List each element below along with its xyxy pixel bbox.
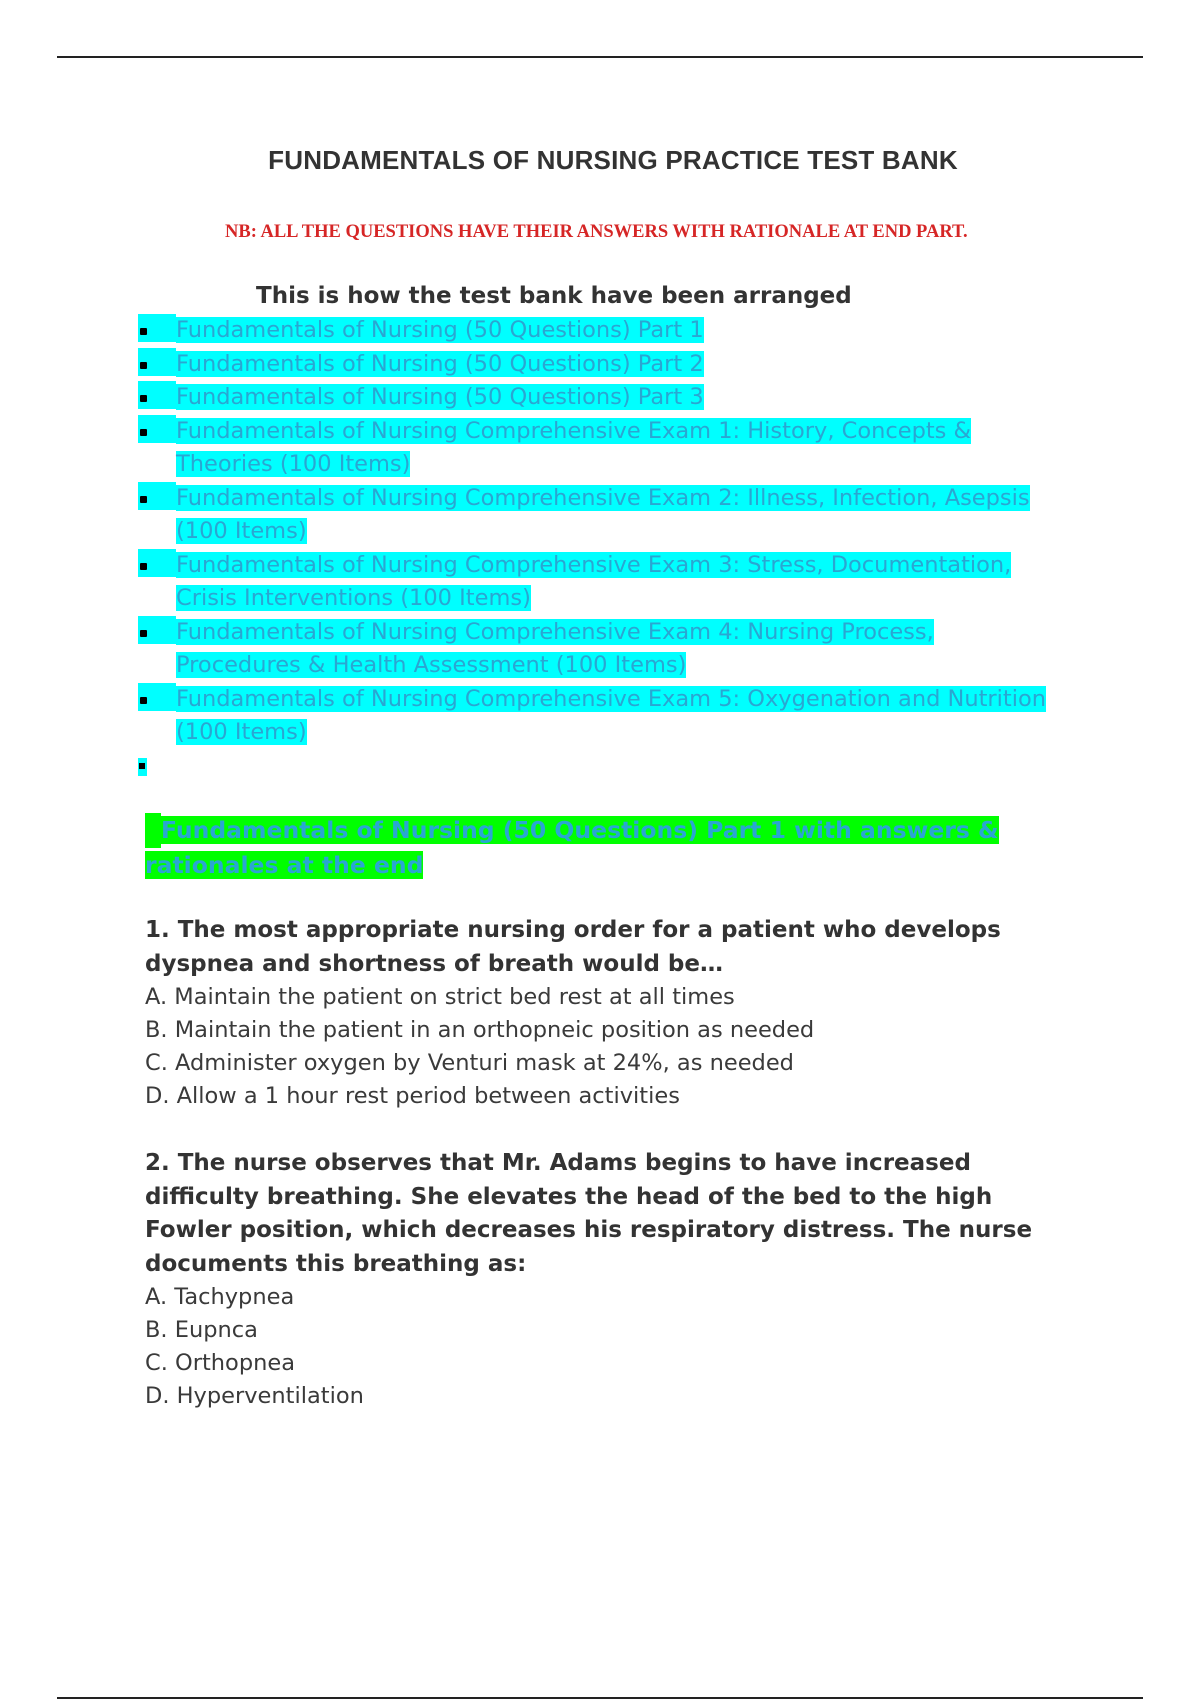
answers-note: NB: ALL THE QUESTIONS HAVE THEIR ANSWERS WITH RATIONALE AT END PART. <box>225 222 968 242</box>
answer-option: C. Orthopnea <box>145 1350 295 1376</box>
question-1 <box>145 914 1075 1113</box>
answer-option: B. Eupnca <box>145 1317 258 1343</box>
question-2 <box>145 1147 1075 1413</box>
list-item-text: Fundamentals of Nursing Comprehensive Exam 2: Illness, Infection, Asepsis <box>176 484 1030 511</box>
list-item-text-continued: Crisis Interventions (100 Items) <box>176 585 531 611</box>
list-item-text: Fundamentals of Nursing (50 Questions) Part 1 <box>176 317 704 343</box>
top-rule <box>57 56 1143 58</box>
question-stem: 2. The nurse observes that Mr. Adams begins to have increased difficulty breathing. She elevates the head of the bed to the high Fowler position, which decreases his respiratory distress. The nurse documents this breathing as: <box>145 1150 1033 1277</box>
list-item-text-continued: (100 Items) <box>176 518 307 544</box>
section-title <box>145 813 1065 883</box>
bullet-icon <box>138 482 176 510</box>
list-item-text: Fundamentals of Nursing Comprehensive Exam 3: Stress, Documentation, <box>176 551 1012 578</box>
answer-options <box>145 981 1075 1113</box>
list-item <box>0 482 1076 549</box>
list-item <box>0 348 1076 382</box>
test-bank-contents-list <box>0 314 1076 750</box>
answer-options <box>145 1281 1075 1413</box>
empty-bullet-icon <box>138 758 147 776</box>
bullet-icon <box>138 348 176 376</box>
list-item <box>0 683 1076 750</box>
answer-option: D. Allow a 1 hour rest period between activities <box>145 1083 680 1109</box>
answer-option: C. Administer oxygen by Venturi mask at 24%, as needed <box>145 1050 794 1076</box>
answer-option: A. Maintain the patient on strict bed rest at all times <box>145 984 735 1010</box>
list-item-text: Fundamentals of Nursing Comprehensive Exam 4: Nursing Process, <box>176 618 934 645</box>
arrangement-heading: This is how the test bank have been arranged <box>256 283 852 309</box>
list-item-text-continued: (100 Items) <box>176 719 307 745</box>
bullet-icon <box>138 381 176 409</box>
section-title-line: Fundamentals of Nursing (50 Questions) Part 1 with answers & <box>161 816 999 844</box>
bullet-icon <box>138 549 176 577</box>
list-item-text: Fundamentals of Nursing (50 Questions) Part 2 <box>176 350 704 377</box>
answer-option: D. Hyperventilation <box>145 1383 364 1409</box>
list-item <box>0 314 1076 348</box>
answer-option: B. Maintain the patient in an orthopneic position as needed <box>145 1017 815 1043</box>
list-item <box>0 549 1076 616</box>
list-item <box>0 616 1076 683</box>
bullet-icon <box>138 415 176 443</box>
bottom-rule <box>57 1697 1143 1699</box>
list-item <box>0 381 1076 415</box>
list-item-text: Fundamentals of Nursing Comprehensive Exam 1: History, Concepts & <box>176 417 972 444</box>
bullet-icon <box>138 683 176 711</box>
list-item-text-continued: Theories (100 Items) <box>176 451 411 477</box>
document-title: FUNDAMENTALS OF NURSING PRACTICE TEST BANK <box>268 145 958 175</box>
section-title-line: rationales at the end <box>145 851 424 879</box>
highlight-lead <box>145 813 161 848</box>
bullet-icon <box>138 616 176 644</box>
list-item-text-continued: Procedures & Health Assessment (100 Items) <box>176 652 687 678</box>
list-item-text: Fundamentals of Nursing Comprehensive Exam 5: Oxygenation and Nutrition <box>176 685 1047 712</box>
list-item <box>0 415 1076 482</box>
bullet-icon <box>138 314 176 342</box>
list-item-text: Fundamentals of Nursing (50 Questions) Part 3 <box>176 384 704 410</box>
answer-option: A. Tachypnea <box>145 1284 295 1310</box>
question-stem: 1. The most appropriate nursing order for a patient who develops dyspnea and shortness of breath would be… <box>145 917 1001 977</box>
